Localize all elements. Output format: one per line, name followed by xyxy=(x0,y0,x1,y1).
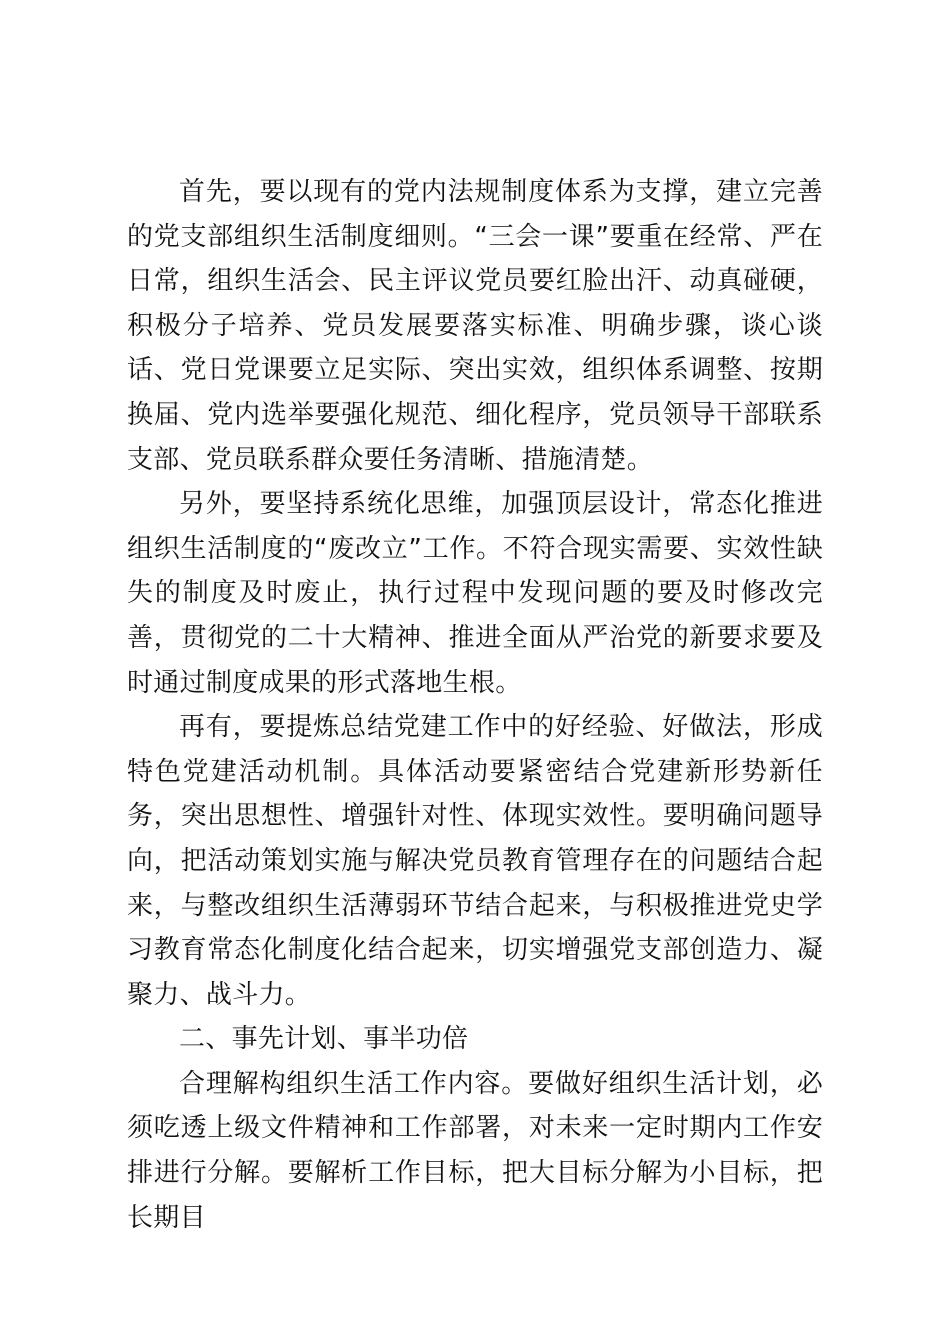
paragraph: 合理解构组织生活工作内容。要做好组织生活计划，必须吃透上级文件精神和工作部署，对未来一定时期内工作安排进行分解。要解析工作目标，把大目标分解为小目标，把长期目 xyxy=(127,1068,823,1233)
paragraph: 首先，要以现有的党内法规制度体系为支撑，建立完善的党支部组织生活制度细则。“三会一课”要重在经常、严在日常，组织生活会、民主评议党员要红脸出汗、动真碰硬，积极分子培养、党员发展要落实标准、明确步骤，谈心谈话、党日党课要立足实际、突出实效，组织体系调整、按期换届、党内选举要强化规范、细化程序，党员领导干部联系支部、党员联系群众要任务清晰、措施清楚。 xyxy=(127,177,823,475)
paragraph: 再有，要提炼总结党建工作中的好经验、好做法，形成特色党建活动机制。具体活动要紧密结合党建新形势新任务，突出思想性、增强针对性、体现实效性。要明确问题导向，把活动策划实施与解决党员教育管理存在的问题结合起来，与整改组织生活薄弱环节结合起来，与积极推进党史学习教育常态化制度化结合起来，切实增强党支部创造力、凝聚力、战斗力。 xyxy=(127,712,823,1010)
paragraph: 另外，要坚持系统化思维，加强顶层设计，常态化推进组织生活制度的“废改立”工作。不符合现实需要、实效性缺失的制度及时废止，执行过程中发现问题的要及时修改完善，贯彻党的二十大精神、推进全面从严治党的新要求要及时通过制度成果的形式落地生根。 xyxy=(127,489,823,698)
section-heading: 二、事先计划、事半功倍 xyxy=(179,1024,469,1055)
document-body xyxy=(127,170,823,1240)
